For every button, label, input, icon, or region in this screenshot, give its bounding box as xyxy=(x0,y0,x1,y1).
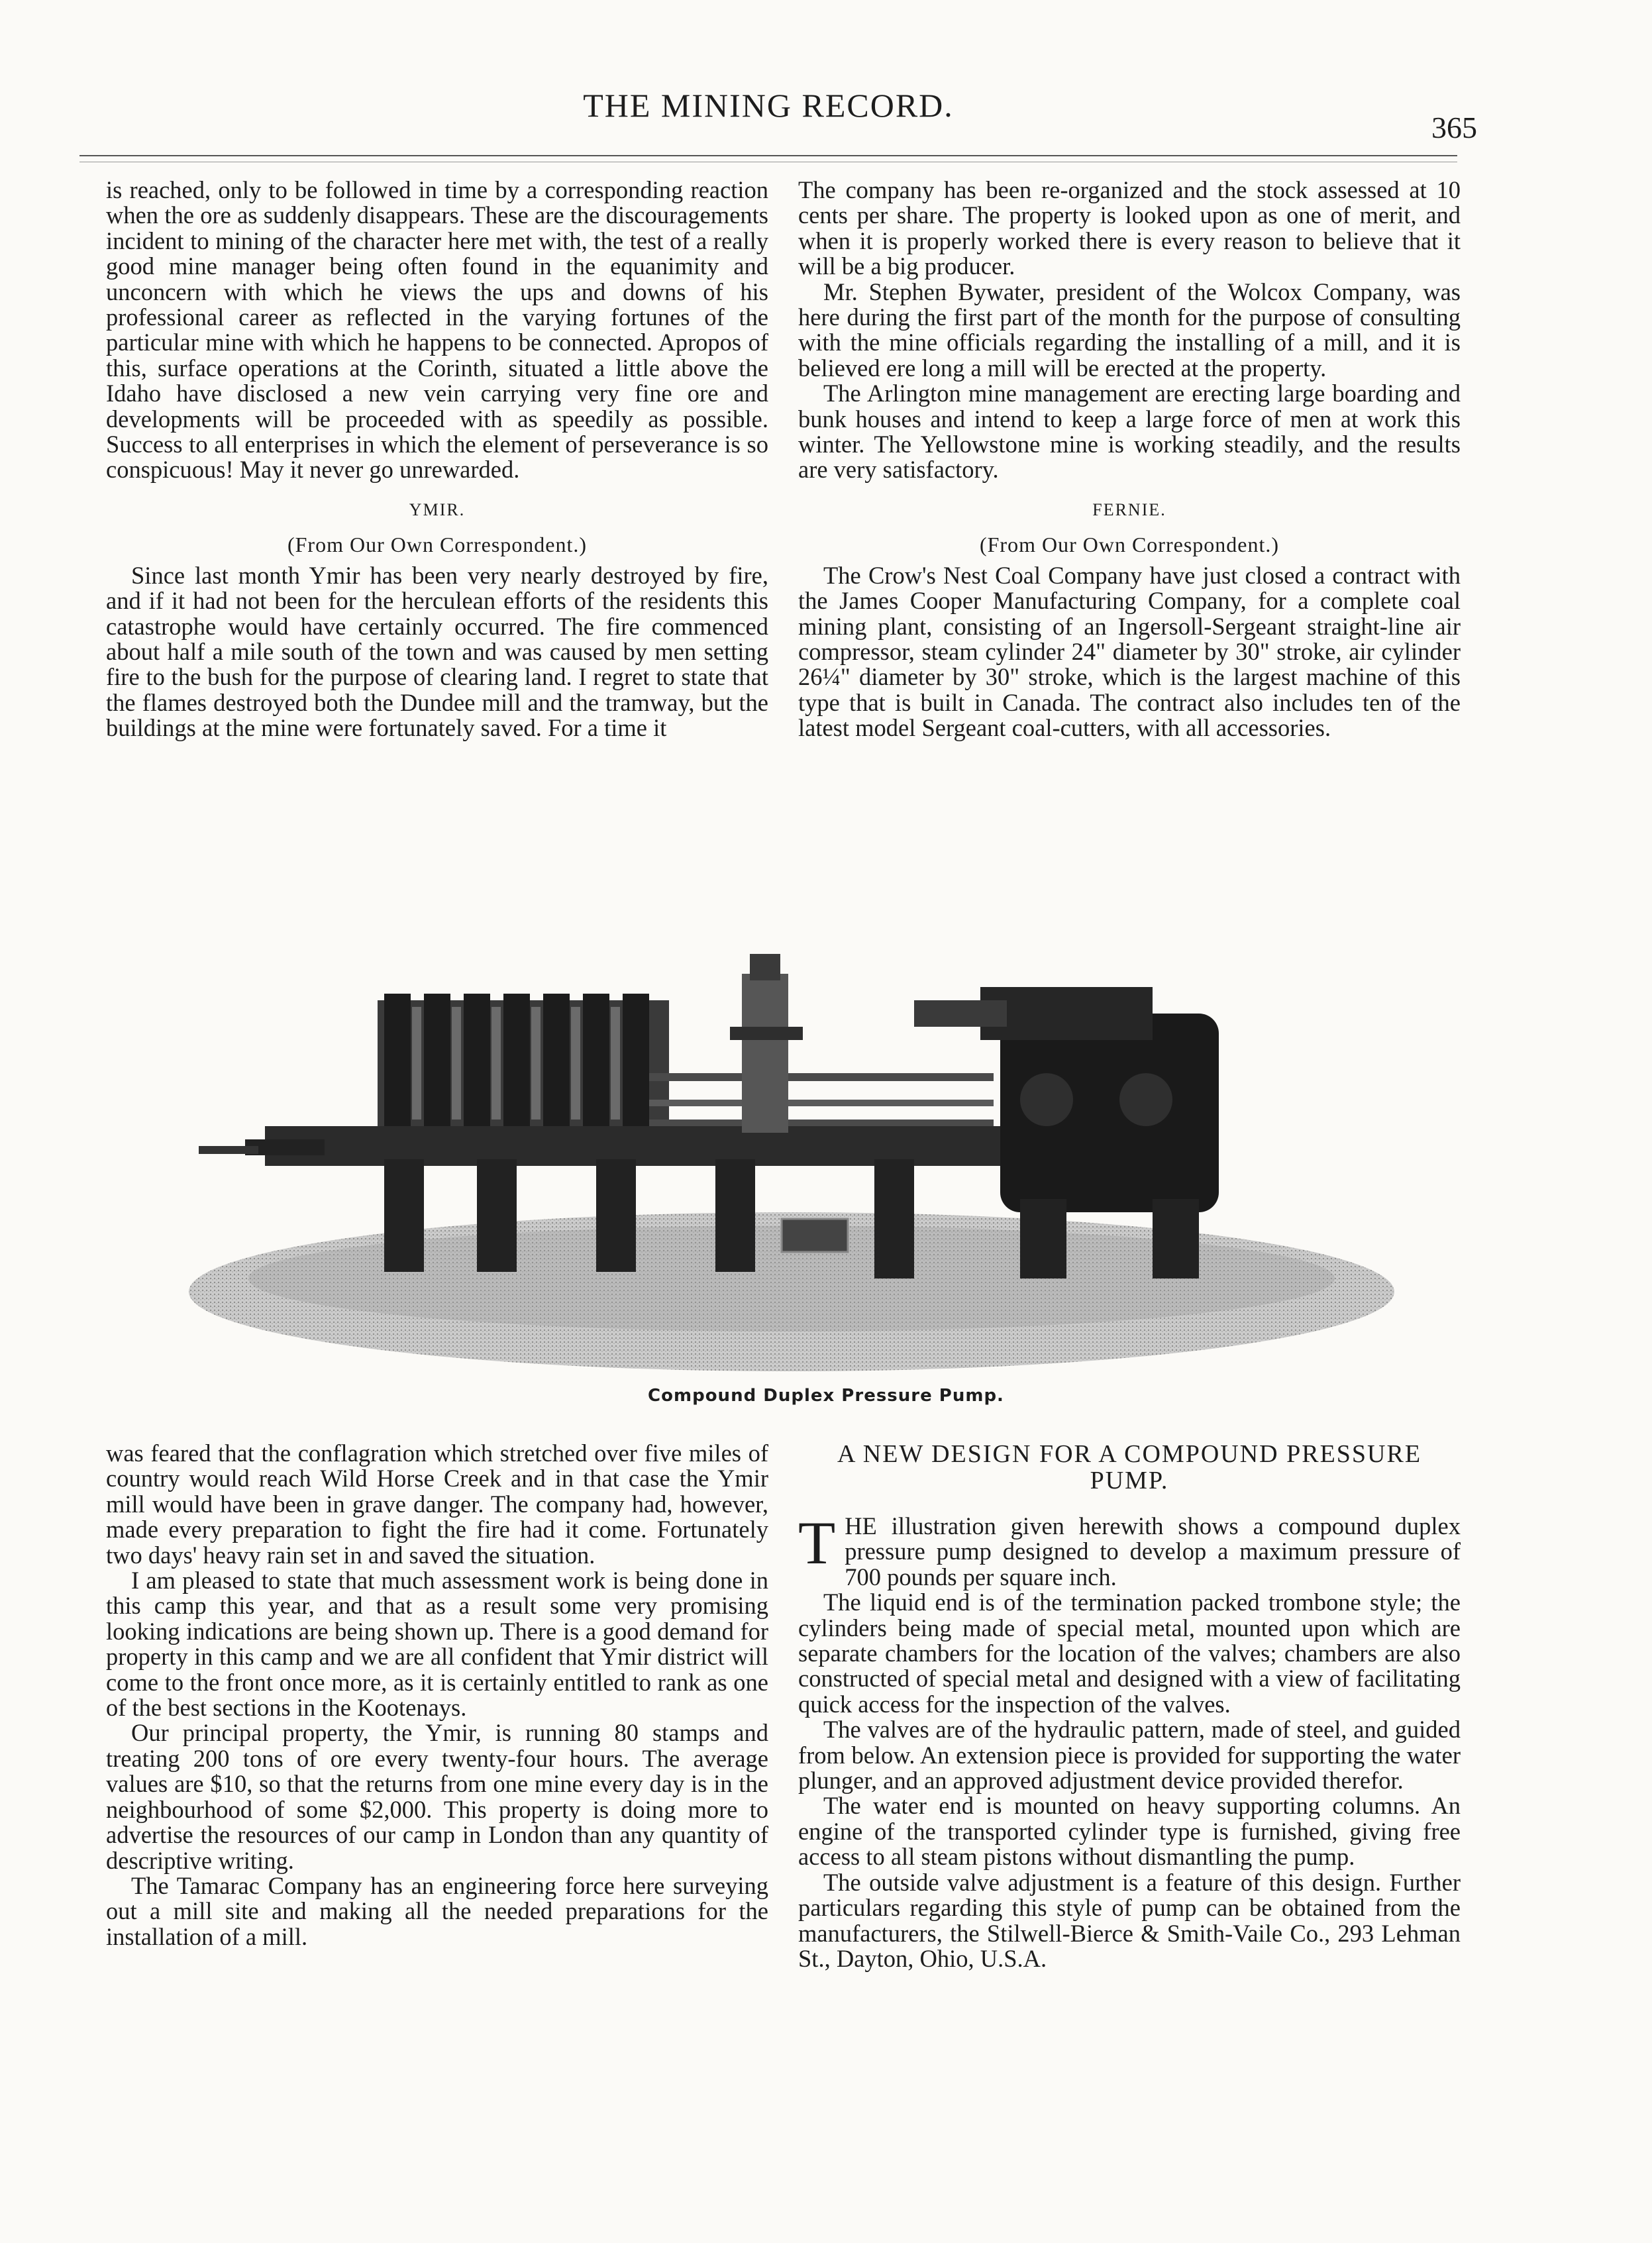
paragraph: The Tamarac Company has an engineering force here surveying out a mill site and making all the needed preparations for the installation of a mill. xyxy=(106,1871,768,1950)
paragraph xyxy=(798,1509,1461,1591)
page-number: 365 xyxy=(1431,111,1477,144)
running-head xyxy=(79,86,1477,144)
figure-caption: Compound Duplex Pressure Pump. xyxy=(648,1386,1004,1406)
column-right-top xyxy=(798,178,1461,741)
journal-title: THE MINING RECORD. xyxy=(583,87,954,124)
column-right-bottom xyxy=(798,1441,1461,1971)
paragraph: The liquid end is of the termination packed trombone style; the cylinders being made of special metal, mounted upon which are separate chambers for the location of the valves; chambers are also constructed of special metal and designed with a view of facilitating quick access for the inspection of the valves. xyxy=(798,1589,1461,1718)
paragraph: Since last month Ymir has been very nearly destroyed by fire, and if it had not been for the herculean efforts of the residents this catastrophe would have certainly occurred. The fire commenced about half a mile south of the town and was caused by men setting fire to the bush for the purpose of clearing land. I regret to state that the flames destroyed both the Dundee mill and the tramway, but the buildings at the mine were fortunately saved. For a time it xyxy=(106,561,768,742)
column-left-top xyxy=(106,178,768,741)
paragraph: is reached, only to be followed in time by a corresponding reaction when the ore as suddenly disappears. These are the discouragements incident to mining of the character here met with, the test of a really good mine manager being often found in the equanimity and unconcern with which he views the ups and downs of his professional career as reflected in the varying fortunes of the particular mine with which he happens to be connected. Apropos of this, surface operations at the Corinth, situated a little above the Idaho have disclosed a new vein carrying very fine ore and developments will be proceeded with as speedily as possible. Success to all enterprises in which the element of perseverance is so conspicuous! May it never go unrewarded. xyxy=(106,176,768,484)
paragraph-text: HE illustration given herewith shows a compound duplex pressure pump designed to develop a maximum pressure of 700 pounds per square inch. xyxy=(845,1512,1461,1591)
paragraph: Our principal property, the Ymir, is running 80 stamps and treating 200 tons of ore every twenty-four hours. The average values are $10, so that the returns from one mine every day is in the neighbourhood of some $2,000. This property is doing more to advertise the resources of our camp in London than any quantity of descriptive writing. xyxy=(106,1719,768,1874)
paragraph: The outside valve adjustment is a feature of this design. Further particulars regarding this style of pump can be obtained from the manufacturers, the Stilwell-Bierce & Smith-Vaile Co., 293 Lehman St., Dayton, Ohio, U.S.A. xyxy=(798,1868,1461,1972)
paragraph: The water end is mounted on heavy supporting columns. An engine of the transported cylinder type is furnished, giving free access to all steam pistons without dismantling the pump. xyxy=(798,1792,1461,1871)
byline-fernie: (From Our Own Correspondent.) xyxy=(979,533,1280,557)
paragraph: Mr. Stephen Bywater, president of the Wolcox Company, was here during the first part of the month for the purpose of consulting with the mine officials regarding the installing of a mill, and it is believed ere long a mill will be erected at the property. xyxy=(798,278,1461,382)
section-heading-fernie: FERNIE. xyxy=(1092,499,1166,519)
paragraph: The Crow's Nest Coal Company have just closed a contract with the James Cooper Manufacturing Company, for a complete coal mining plant, consisting of an Ingersoll-Sergeant straight-line air compressor, steam cylinder 24" diameter by 30" stroke, air cylinder 26¼" diameter by 30" stroke, which is the largest machine of this type that is built in Canada. The contract also includes ten of the latest model Sergeant coal-cutters, with all accessories. xyxy=(798,561,1461,742)
article-title: A NEW DESIGN FOR A COMPOUND PRESSURE PUMP. xyxy=(837,1440,1422,1494)
pump-illustration xyxy=(185,947,1398,1378)
paragraph: was feared that the conflagration which stretched over five miles of country would reach Wild Horse Creek and in that case the Ymir mill would have been in grave danger. The company had, however, made every preparation to fight the fire had it come. Fortunately two days' heavy rain set in and saved the situation. xyxy=(106,1439,768,1569)
header-rule xyxy=(79,155,1457,156)
byline-ymir: (From Our Own Correspondent.) xyxy=(287,533,588,557)
paragraph: I am pleased to state that much assessment work is being done in this camp this year, and that as a result some very promising looking indications are being shown up. There is a good demand for property in this camp and we are all confident that Ymir district will come to the front once more, as it is certainly entitled to rank as one of the best sections in the Kootenays. xyxy=(106,1567,768,1722)
paragraph: The company has been re-organized and the stock assessed at 10 cents per share. The property is looked upon as one of merit, and when it is properly worked there is every reason to believe that it will be a big producer. xyxy=(798,176,1461,280)
paragraph: The Arlington mine management are erecting large boarding and bunk houses and intend to keep a large force of men at work this winter. The Yellowstone mine is working steadily, and the results are very satisfactory. xyxy=(798,380,1461,484)
section-heading-ymir: YMIR. xyxy=(409,499,466,519)
drop-cap: T xyxy=(798,1509,836,1577)
column-left-bottom xyxy=(106,1441,768,1950)
paragraph: The valves are of the hydraulic pattern, made of steel, and guided from below. An extension piece is provided for supporting the water plunger, and an approved adjustment device provided therefor. xyxy=(798,1716,1461,1795)
